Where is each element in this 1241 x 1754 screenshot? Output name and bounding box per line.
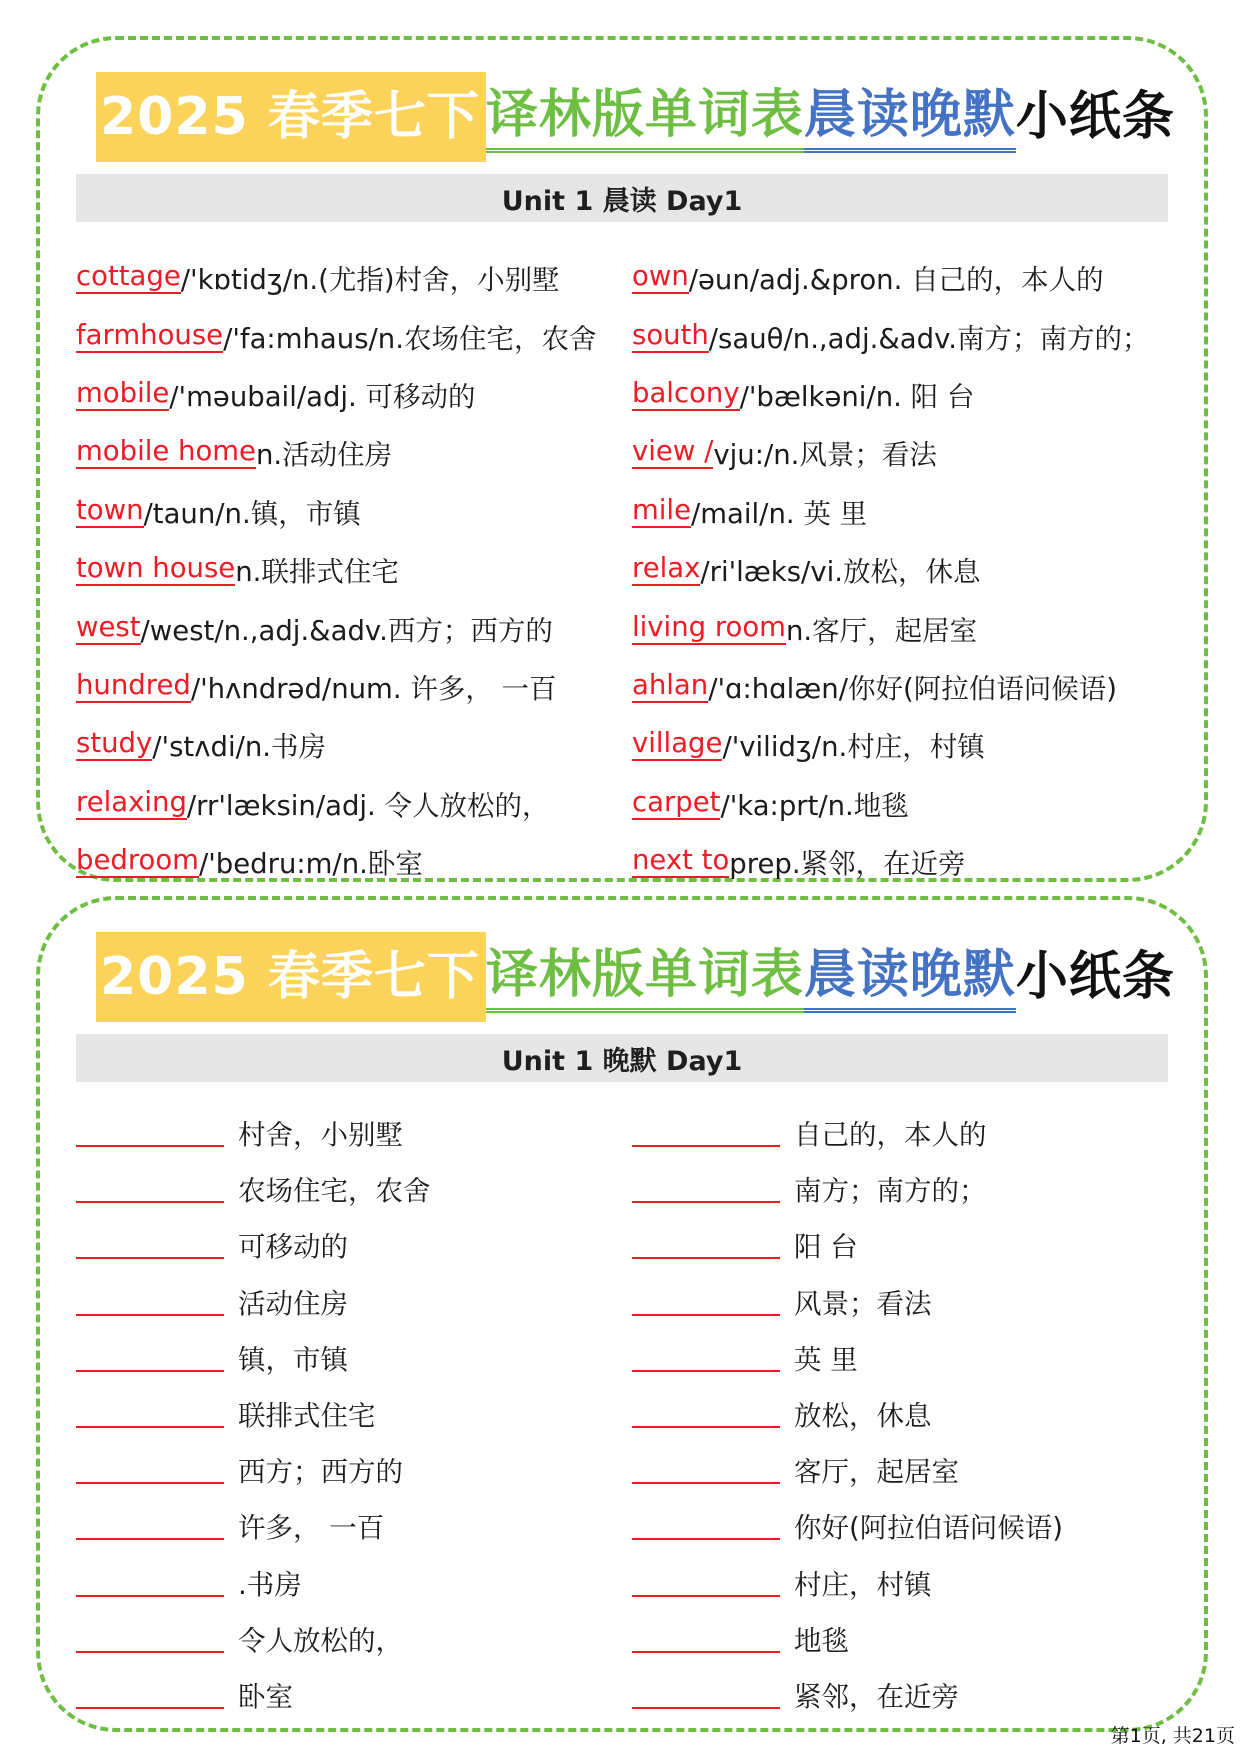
vocab-column-right xyxy=(632,248,1162,890)
dictation-entry xyxy=(632,1441,1162,1497)
vocab-word: carpet xyxy=(632,785,721,818)
dictation-meaning: 英 里 xyxy=(794,1343,858,1376)
dictation-meaning: 风景；看法 xyxy=(794,1287,932,1320)
vocab-definition: /west/n.,adj.&adv.西方；西方的 xyxy=(140,614,553,647)
evening-card xyxy=(36,896,1208,1732)
vocab-entry xyxy=(76,657,616,715)
vocab-definition: /'fa:mhaus/n.农场住宅，农舍 xyxy=(223,322,597,355)
vocab-word: own xyxy=(632,260,689,293)
answer-blank[interactable] xyxy=(632,1567,780,1597)
answer-blank[interactable] xyxy=(632,1454,780,1484)
vocab-word: bedroom xyxy=(76,844,199,877)
title-year-season: 2025 春季七下 xyxy=(96,932,486,1022)
dictation-meaning: 地毯 xyxy=(794,1624,849,1657)
vocab-word: village xyxy=(632,727,723,760)
vocab-definition: /ri'læks/vi.放松，休息 xyxy=(700,556,981,589)
answer-blank[interactable] xyxy=(76,1342,224,1372)
vocab-entry xyxy=(76,598,616,656)
answer-blank[interactable] xyxy=(76,1229,224,1259)
dictation-meaning: 村庄，村镇 xyxy=(794,1568,932,1601)
vocab-definition: /'məubail/adj. 可移动的 xyxy=(169,380,476,413)
morning-card xyxy=(36,36,1208,882)
vocab-word: farmhouse xyxy=(76,318,224,351)
vocab-entry xyxy=(76,248,616,306)
vocab-word: living room xyxy=(632,610,786,643)
answer-blank[interactable] xyxy=(76,1679,224,1709)
dictation-entry xyxy=(76,1329,616,1385)
vocab-entry xyxy=(632,482,1162,540)
vocab-entry xyxy=(632,774,1162,832)
dictation-entry xyxy=(632,1104,1162,1160)
answer-blank[interactable] xyxy=(76,1117,224,1147)
dictation-entry xyxy=(76,1273,616,1329)
dictation-meaning: 农场住宅，农舍 xyxy=(238,1175,431,1208)
dictation-meaning: 西方；西方的 xyxy=(238,1456,403,1489)
vocab-entry xyxy=(76,306,616,364)
vocab-entry xyxy=(632,423,1162,481)
vocab-column-left xyxy=(76,248,616,890)
vocab-word: cottage xyxy=(76,260,181,293)
vocab-definition: /'hʌndrəd/num. 许多， 一百 xyxy=(190,672,557,705)
vocab-definition: n.联排式住宅 xyxy=(235,556,399,589)
vocab-entry xyxy=(632,832,1162,890)
vocab-definition: /'vilidʒ/n.村庄，村镇 xyxy=(722,731,985,764)
vocab-word: west xyxy=(76,610,141,643)
vocab-entry xyxy=(76,482,616,540)
dictation-entry xyxy=(76,1554,616,1610)
vocab-definition: /'ɑ:hɑlæn/你好(阿拉伯语问候语) xyxy=(708,672,1117,705)
dictation-entry xyxy=(632,1216,1162,1272)
title-wordlist: 译林版单词表 xyxy=(486,942,804,1013)
answer-blank[interactable] xyxy=(632,1342,780,1372)
vocab-word: relaxing xyxy=(76,785,187,818)
page-number: 第1页, 共21页 xyxy=(1110,1725,1235,1747)
vocab-word: mobile xyxy=(76,376,170,409)
vocab-entry xyxy=(632,365,1162,423)
vocab-entry xyxy=(632,715,1162,773)
dictation-meaning: 镇，市镇 xyxy=(238,1343,348,1376)
vocab-entry xyxy=(76,774,616,832)
vocab-word: mobile home xyxy=(76,435,256,468)
vocab-word: study xyxy=(76,727,153,760)
dictation-meaning: 卧室 xyxy=(238,1680,293,1713)
vocab-entry xyxy=(76,715,616,773)
vocab-entry xyxy=(76,365,616,423)
vocab-word: next to xyxy=(632,844,730,877)
answer-blank[interactable] xyxy=(632,1623,780,1653)
answer-blank[interactable] xyxy=(76,1173,224,1203)
dictation-meaning: 活动住房 xyxy=(238,1287,348,1320)
answer-blank[interactable] xyxy=(76,1398,224,1428)
dictation-entry xyxy=(632,1329,1162,1385)
answer-blank[interactable] xyxy=(76,1454,224,1484)
vocab-definition: /rr'læksin/adj. 令人放松的， xyxy=(186,789,550,822)
answer-blank[interactable] xyxy=(632,1173,780,1203)
answer-blank[interactable] xyxy=(76,1623,224,1653)
answer-blank[interactable] xyxy=(76,1510,224,1540)
dictation-meaning: 许多， 一百 xyxy=(238,1512,385,1545)
vocab-word: town house xyxy=(76,552,236,585)
dictation-entry xyxy=(632,1273,1162,1329)
vocab-definition: /'bælkəni/n. 阳 台 xyxy=(739,380,975,413)
dictation-meaning: 联排式住宅 xyxy=(238,1400,376,1433)
dictation-entry xyxy=(76,1104,616,1160)
page-title xyxy=(96,932,1175,1022)
answer-blank[interactable] xyxy=(632,1679,780,1709)
vocab-entry xyxy=(632,540,1162,598)
vocab-definition: /mail/n. 英 里 xyxy=(691,497,868,530)
dictation-meaning: .书房 xyxy=(238,1568,302,1601)
title-read-recite: 晨读晚默 xyxy=(804,82,1016,153)
vocab-definition: /sauθ/n.,adj.&adv.南方；南方的； xyxy=(708,322,1150,355)
vocab-word: relax xyxy=(632,552,701,585)
section-header: Unit 1 晨读 Day1 xyxy=(76,174,1168,222)
dictation-meaning: 客厅，起居室 xyxy=(794,1456,959,1489)
vocab-word: south xyxy=(632,318,709,351)
dictation-meaning: 放松，休息 xyxy=(794,1400,932,1433)
dictation-meaning: 阳 台 xyxy=(794,1231,858,1264)
dictation-entry xyxy=(76,1385,616,1441)
title-slip: 小纸条 xyxy=(1015,947,1175,1007)
vocab-definition: n.活动住房 xyxy=(255,439,393,472)
vocab-definition: /'ka:prt/n.地毯 xyxy=(720,789,909,822)
dictation-entry xyxy=(76,1497,616,1553)
dictation-meaning: 南方；南方的； xyxy=(794,1175,987,1208)
dictation-entry xyxy=(632,1497,1162,1553)
dictation-meaning: 紧邻，在近旁 xyxy=(794,1680,959,1713)
vocab-definition: /taun/n.镇，市镇 xyxy=(143,497,361,530)
dictation-entry xyxy=(632,1385,1162,1441)
page-title xyxy=(96,72,1175,162)
section-header: Unit 1 晚默 Day1 xyxy=(76,1034,1168,1082)
answer-blank[interactable] xyxy=(632,1229,780,1259)
dictation-entry xyxy=(76,1441,616,1497)
vocab-entry xyxy=(632,657,1162,715)
vocab-definition: vju:/n.风景；看法 xyxy=(713,439,937,472)
vocab-word: town xyxy=(76,493,144,526)
vocab-entry xyxy=(632,248,1162,306)
dictation-entry xyxy=(76,1160,616,1216)
dictation-entry xyxy=(76,1666,616,1722)
vocab-definition: /'bedru:m/n.卧室 xyxy=(198,848,423,881)
answer-blank[interactable] xyxy=(632,1510,780,1540)
dictation-column-left xyxy=(76,1104,616,1722)
dictation-entry xyxy=(76,1216,616,1272)
dictation-meaning: 自己的，本人的 xyxy=(794,1119,987,1152)
dictation-meaning: 可移动的 xyxy=(238,1231,348,1264)
answer-blank[interactable] xyxy=(632,1398,780,1428)
vocab-word: hundred xyxy=(76,668,191,701)
title-wordlist: 译林版单词表 xyxy=(486,82,804,153)
vocab-entry xyxy=(76,540,616,598)
answer-blank[interactable] xyxy=(632,1117,780,1147)
vocab-definition: /'kɒtidʒ/n.(尤指)村舍，小别墅 xyxy=(180,264,560,297)
dictation-entry xyxy=(632,1554,1162,1610)
dictation-entry xyxy=(632,1160,1162,1216)
vocab-word: balcony xyxy=(632,376,740,409)
title-year-season: 2025 春季七下 xyxy=(96,72,486,162)
dictation-meaning: 令人放松的， xyxy=(238,1624,403,1657)
answer-blank[interactable] xyxy=(632,1286,780,1316)
title-slip: 小纸条 xyxy=(1015,87,1175,147)
dictation-meaning: 你好(阿拉伯语问候语) xyxy=(794,1512,1063,1545)
vocab-word: view / xyxy=(632,435,714,468)
vocab-entry xyxy=(76,423,616,481)
title-read-recite: 晨读晚默 xyxy=(804,942,1016,1013)
vocab-word: mile xyxy=(632,493,691,526)
vocab-entry xyxy=(632,306,1162,364)
dictation-entry xyxy=(632,1610,1162,1666)
vocab-definition: n.客厅，起居室 xyxy=(785,614,978,647)
answer-blank[interactable] xyxy=(76,1286,224,1316)
vocab-definition: /əun/adj.&pron. 自己的，本人的 xyxy=(688,264,1104,297)
vocab-entry xyxy=(76,832,616,890)
dictation-entry xyxy=(76,1610,616,1666)
dictation-meaning: 村舍，小别墅 xyxy=(238,1119,403,1152)
vocab-definition: prep.紧邻，在近旁 xyxy=(729,848,966,881)
dictation-column-right xyxy=(632,1104,1162,1722)
answer-blank[interactable] xyxy=(76,1567,224,1597)
vocab-word: ahlan xyxy=(632,668,709,701)
dictation-entry xyxy=(632,1666,1162,1722)
vocab-definition: /'stʌdi/n.书房 xyxy=(152,731,327,764)
vocab-entry xyxy=(632,598,1162,656)
